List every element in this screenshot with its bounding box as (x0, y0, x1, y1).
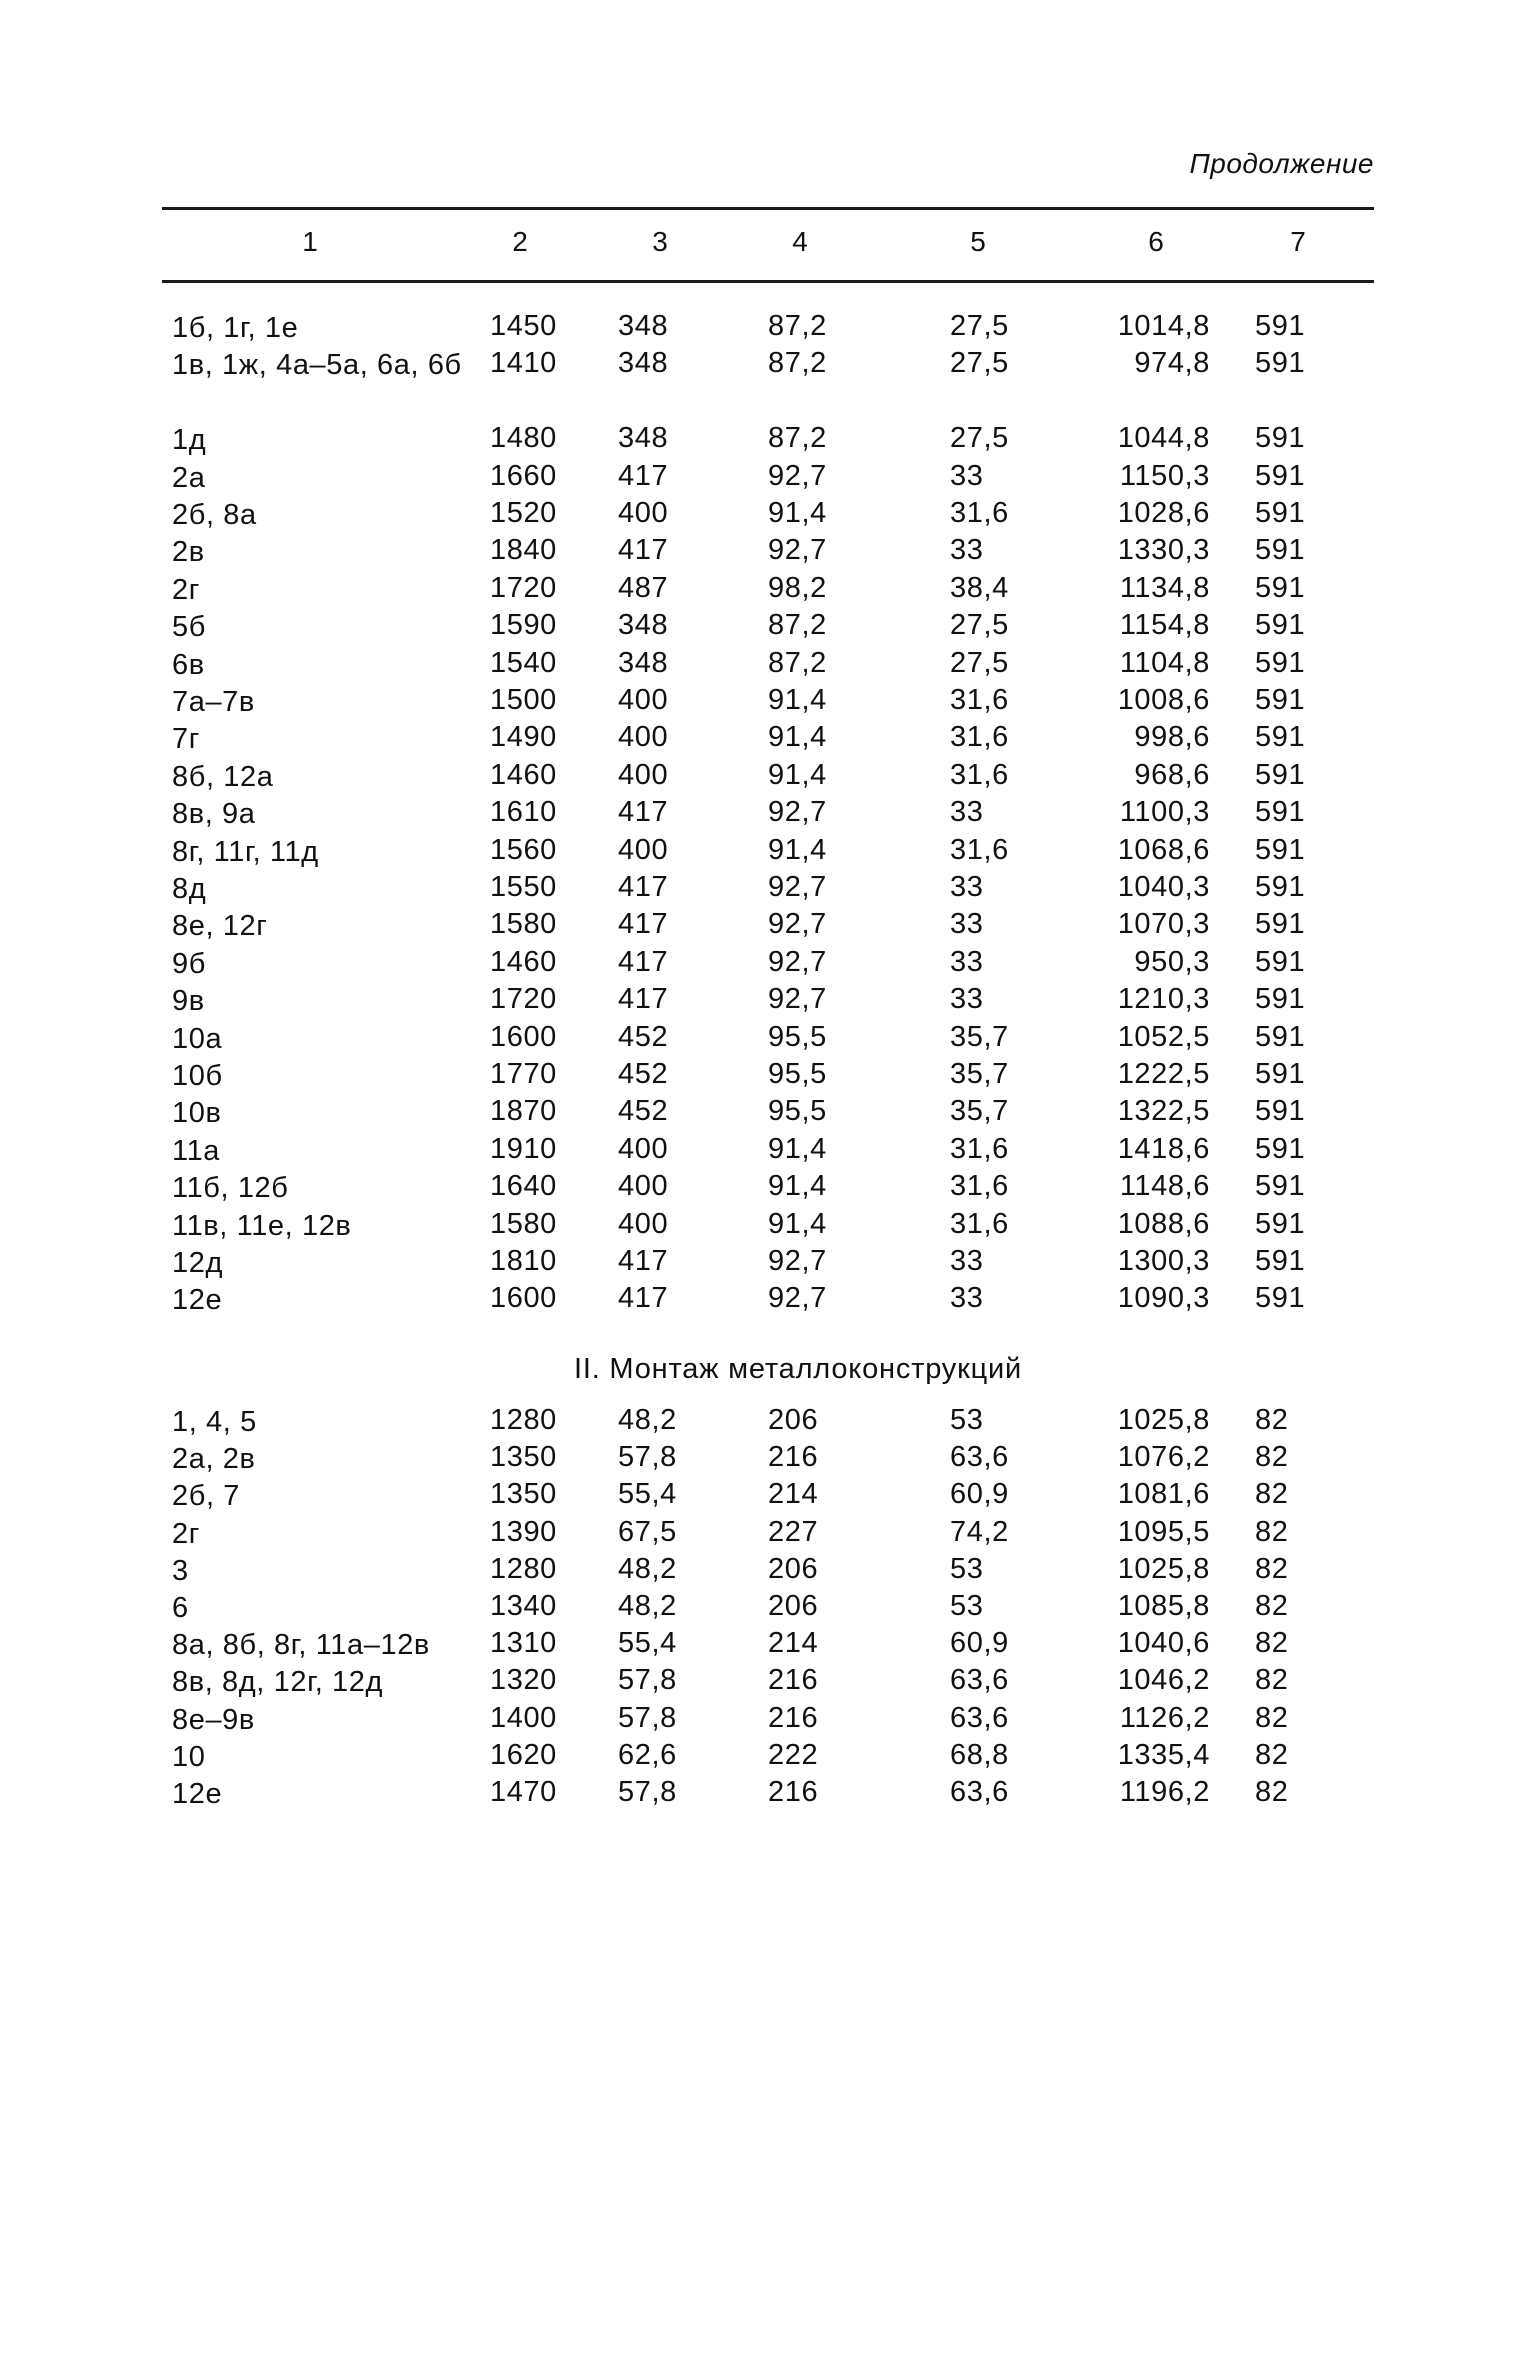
cell-col-7: 82 (1255, 1738, 1289, 1771)
cell-col-1: 2г (172, 1517, 200, 1550)
cell-col-7: 82 (1255, 1776, 1289, 1808)
cell-col-5: 33 (950, 1245, 984, 1277)
cell-col-3: 57,8 (618, 1776, 677, 1808)
cell-col-4: 87,2 (768, 646, 827, 679)
cell-col-5: 33 (950, 796, 984, 829)
cell-col-5: 33 (950, 983, 984, 1016)
cell-col-3: 417 (618, 1282, 669, 1315)
cell-col-2: 1600 (490, 1282, 557, 1315)
cell-col-2: 1810 (490, 1245, 557, 1277)
cell-col-4: 95,5 (768, 1020, 827, 1053)
cell-col-1: 1, 4, 5 (172, 1406, 257, 1438)
cell-col-7: 82 (1255, 1590, 1289, 1622)
cell-col-1: 12д (172, 1247, 223, 1279)
cell-col-7: 591 (1255, 1095, 1306, 1128)
cell-col-4: 92,7 (768, 1282, 827, 1315)
cell-col-6: 1014,8 (1117, 310, 1210, 342)
cell-col-7: 591 (1255, 534, 1306, 567)
cell-col-5: 31,6 (950, 684, 1009, 716)
cell-col-1: 5б (172, 611, 206, 644)
cell-col-4: 214 (768, 1478, 819, 1511)
table-header-rule (162, 280, 1374, 283)
cell-col-5: 33 (950, 459, 984, 492)
cell-col-5: 63,6 (950, 1441, 1009, 1474)
cell-col-3: 48,2 (618, 1552, 677, 1585)
cell-col-3: 348 (618, 422, 669, 455)
cell-col-5: 31,6 (950, 721, 1009, 754)
cell-col-4: 216 (768, 1664, 819, 1697)
cell-col-6: 1095,5 (1117, 1515, 1210, 1548)
cell-col-1: 3 (172, 1554, 189, 1587)
cell-col-5: 60,9 (950, 1627, 1009, 1660)
cell-col-4: 87,2 (768, 609, 827, 642)
cell-col-1: 2б, 8а (172, 499, 257, 531)
cell-col-3: 417 (618, 1245, 669, 1277)
cell-col-6: 968,6 (1134, 758, 1210, 791)
cell-col-4: 98,2 (768, 571, 827, 604)
cell-col-6: 1040,6 (1117, 1627, 1210, 1660)
cell-col-4: 92,7 (768, 908, 827, 941)
cell-col-7: 591 (1255, 758, 1306, 791)
cell-col-3: 62,6 (618, 1738, 677, 1771)
cell-col-2: 1410 (490, 347, 557, 380)
cell-col-4: 92,7 (768, 871, 827, 903)
section-2-title: II. Монтаж металлоконструкций (573, 1353, 1023, 1385)
cell-col-1: 2в (172, 536, 205, 569)
cell-col-5: 27,5 (950, 609, 1009, 642)
cell-col-4: 87,2 (768, 422, 827, 455)
cell-col-7: 591 (1255, 646, 1306, 679)
cell-col-3: 400 (618, 1132, 669, 1165)
cell-col-1: 9в (172, 985, 205, 1018)
cell-col-2: 1910 (490, 1132, 557, 1165)
cell-col-2: 1600 (490, 1020, 557, 1053)
cell-col-7: 591 (1255, 1132, 1306, 1165)
cell-col-5: 31,6 (950, 1207, 1009, 1240)
header-col-7: 7 (1290, 226, 1306, 257)
cell-col-6: 1104,8 (1119, 646, 1210, 679)
cell-col-7: 82 (1255, 1404, 1289, 1436)
cell-col-3: 48,2 (618, 1590, 677, 1622)
cell-col-5: 33 (950, 1282, 984, 1315)
cell-col-5: 63,6 (950, 1701, 1009, 1734)
cell-col-7: 591 (1255, 1207, 1306, 1240)
cell-col-4: 92,7 (768, 945, 827, 978)
cell-col-7: 591 (1255, 945, 1306, 978)
cell-col-6: 1028,6 (1117, 497, 1210, 529)
cell-col-2: 1340 (490, 1590, 557, 1622)
cell-col-1: 10а (172, 1022, 223, 1055)
cell-col-2: 1580 (490, 1207, 557, 1240)
cell-col-3: 452 (618, 1058, 669, 1090)
cell-col-1: 6 (172, 1592, 189, 1624)
cell-col-3: 348 (618, 646, 669, 679)
cell-col-6: 1008,6 (1117, 684, 1210, 716)
cell-col-6: 1330,3 (1117, 534, 1210, 567)
cell-col-6: 1150,3 (1119, 459, 1210, 492)
cell-col-6: 1222,5 (1117, 1058, 1210, 1090)
cell-col-4: 206 (768, 1552, 819, 1585)
cell-col-2: 1470 (490, 1776, 557, 1808)
cell-col-1: 11б, 12б (172, 1172, 289, 1205)
cell-col-3: 417 (618, 908, 669, 941)
cell-col-4: 214 (768, 1627, 819, 1660)
cell-col-5: 63,6 (950, 1776, 1009, 1808)
cell-col-4: 92,7 (768, 1245, 827, 1277)
cell-col-3: 48,2 (618, 1404, 677, 1436)
table-top-rule (162, 207, 1374, 210)
cell-col-5: 33 (950, 871, 984, 903)
cell-col-3: 57,8 (618, 1441, 677, 1474)
cell-col-2: 1490 (490, 721, 557, 754)
header-col-1: 1 (302, 226, 318, 257)
cell-col-1: 1д (172, 424, 207, 457)
cell-col-3: 417 (618, 459, 669, 492)
cell-col-2: 1450 (490, 310, 557, 342)
cell-col-4: 87,2 (768, 310, 827, 342)
cell-col-3: 67,5 (618, 1515, 677, 1548)
cell-col-6: 1025,8 (1117, 1552, 1210, 1585)
cell-col-7: 591 (1255, 908, 1306, 941)
cell-col-2: 1500 (490, 684, 557, 716)
cell-col-4: 87,2 (768, 347, 827, 380)
cell-col-3: 57,8 (618, 1701, 677, 1734)
cell-col-4: 95,5 (768, 1058, 827, 1090)
cell-col-7: 591 (1255, 1245, 1306, 1277)
cell-col-7: 82 (1255, 1515, 1289, 1548)
cell-col-1: 7г (172, 723, 200, 756)
cell-col-3: 400 (618, 684, 669, 716)
cell-col-2: 1280 (490, 1552, 557, 1585)
cell-col-2: 1870 (490, 1095, 557, 1128)
cell-col-4: 222 (768, 1738, 819, 1771)
cell-col-5: 33 (950, 945, 984, 978)
cell-col-1: 10б (172, 1060, 223, 1092)
cell-col-1: 1б, 1г, 1е (172, 312, 299, 344)
cell-col-2: 1840 (490, 534, 557, 567)
cell-col-5: 27,5 (950, 646, 1009, 679)
cell-col-4: 206 (768, 1404, 819, 1436)
cell-col-2: 1460 (490, 945, 557, 978)
cell-col-7: 82 (1255, 1701, 1289, 1734)
cell-col-3: 348 (618, 310, 669, 342)
cell-col-3: 417 (618, 871, 669, 903)
cell-col-2: 1310 (490, 1627, 557, 1660)
cell-col-2: 1460 (490, 758, 557, 791)
cell-col-2: 1480 (490, 422, 557, 455)
cell-col-4: 91,4 (768, 1170, 827, 1203)
cell-col-5: 35,7 (950, 1020, 1009, 1053)
cell-col-4: 91,4 (768, 497, 827, 529)
cell-col-2: 1590 (490, 609, 557, 642)
cell-col-6: 1100,3 (1119, 796, 1210, 829)
header-col-6: 6 (1148, 226, 1164, 257)
cell-col-1: 8е, 12г (172, 910, 268, 943)
cell-col-3: 452 (618, 1020, 669, 1053)
cell-col-5: 27,5 (950, 347, 1009, 380)
cell-col-2: 1350 (490, 1441, 557, 1474)
cell-col-4: 91,4 (768, 684, 827, 716)
cell-col-4: 92,7 (768, 459, 827, 492)
cell-col-3: 400 (618, 497, 669, 529)
cell-col-6: 1418,6 (1117, 1132, 1210, 1165)
cell-col-3: 417 (618, 534, 669, 567)
cell-col-4: 91,4 (768, 1132, 827, 1165)
cell-col-2: 1620 (490, 1738, 557, 1771)
header-col-5: 5 (970, 226, 986, 257)
cell-col-1: 2г (172, 573, 200, 606)
cell-col-5: 63,6 (950, 1664, 1009, 1697)
cell-col-5: 31,6 (950, 758, 1009, 791)
cell-col-7: 591 (1255, 684, 1306, 716)
cell-col-1: 9б (172, 947, 206, 980)
cell-col-2: 1720 (490, 571, 557, 604)
cell-col-7: 591 (1255, 459, 1306, 492)
cell-col-5: 68,8 (950, 1738, 1009, 1771)
cell-col-7: 591 (1255, 983, 1306, 1016)
cell-col-6: 1134,8 (1119, 571, 1210, 604)
cell-col-2: 1770 (490, 1058, 557, 1090)
cell-col-6: 1068,6 (1117, 833, 1210, 866)
cell-col-7: 591 (1255, 310, 1306, 342)
cell-col-3: 417 (618, 796, 669, 829)
cell-col-4: 216 (768, 1701, 819, 1734)
cell-col-7: 591 (1255, 1058, 1306, 1090)
cell-col-6: 1126,2 (1119, 1701, 1210, 1734)
cell-col-4: 91,4 (768, 758, 827, 791)
cell-col-2: 1720 (490, 983, 557, 1016)
header-col-4: 4 (792, 226, 808, 257)
cell-col-6: 1196,2 (1119, 1776, 1210, 1808)
cell-col-6: 1052,5 (1117, 1020, 1210, 1053)
cell-col-6: 1076,2 (1117, 1441, 1210, 1474)
cell-col-2: 1390 (490, 1515, 557, 1548)
cell-col-5: 27,5 (950, 310, 1009, 342)
cell-col-4: 95,5 (768, 1095, 827, 1128)
cell-col-5: 31,6 (950, 497, 1009, 529)
cell-col-2: 1610 (490, 796, 557, 829)
cell-col-3: 400 (618, 1170, 669, 1203)
cell-col-1: 8б, 12а (172, 760, 274, 793)
cell-col-6: 1046,2 (1117, 1664, 1210, 1697)
cell-col-3: 57,8 (618, 1664, 677, 1697)
cell-col-6: 1088,6 (1117, 1207, 1210, 1240)
cell-col-5: 60,9 (950, 1478, 1009, 1511)
cell-col-2: 1580 (490, 908, 557, 941)
cell-col-3: 348 (618, 609, 669, 642)
cell-col-6: 1335,4 (1117, 1738, 1210, 1771)
cell-col-7: 82 (1255, 1627, 1289, 1660)
cell-col-5: 27,5 (950, 422, 1009, 455)
cell-col-6: 1300,3 (1117, 1245, 1210, 1277)
cell-col-6: 1040,3 (1117, 871, 1210, 903)
cell-col-3: 417 (618, 983, 669, 1016)
cell-col-1: 10в (172, 1097, 222, 1130)
cell-col-1: 11в, 11е, 12в (172, 1209, 352, 1242)
cell-col-2: 1660 (490, 459, 557, 492)
cell-col-1: 8д (172, 873, 207, 905)
cell-col-7: 591 (1255, 1282, 1306, 1315)
cell-col-1: 2а (172, 461, 206, 494)
cell-col-4: 92,7 (768, 796, 827, 829)
cell-col-1: 2а, 2в (172, 1443, 256, 1476)
cell-col-3: 400 (618, 758, 669, 791)
cell-col-1: 12е (172, 1778, 223, 1810)
cell-col-7: 591 (1255, 1170, 1306, 1203)
cell-col-4: 206 (768, 1590, 819, 1622)
cell-col-4: 92,7 (768, 983, 827, 1016)
cell-col-5: 33 (950, 908, 984, 941)
cell-col-1: 8е–9в (172, 1703, 255, 1736)
cell-col-3: 417 (618, 945, 669, 978)
cell-col-3: 400 (618, 833, 669, 866)
cell-col-6: 1044,8 (1117, 422, 1210, 455)
cell-col-3: 55,4 (618, 1478, 677, 1511)
cell-col-4: 91,4 (768, 1207, 827, 1240)
cell-col-6: 1070,3 (1117, 908, 1210, 941)
cell-col-7: 591 (1255, 871, 1306, 903)
cell-col-1: 7а–7в (172, 686, 255, 718)
cell-col-1: 8в, 9а (172, 798, 256, 831)
cell-col-6: 1322,5 (1117, 1095, 1210, 1128)
cell-col-4: 91,4 (768, 833, 827, 866)
cell-col-5: 53 (950, 1404, 984, 1436)
cell-col-2: 1350 (490, 1478, 557, 1511)
cell-col-4: 216 (768, 1776, 819, 1808)
cell-col-1: 11а (172, 1134, 221, 1167)
cell-col-5: 35,7 (950, 1058, 1009, 1090)
cell-col-7: 82 (1255, 1552, 1289, 1585)
cell-col-7: 591 (1255, 422, 1306, 455)
cell-col-7: 82 (1255, 1441, 1289, 1474)
cell-col-5: 53 (950, 1552, 984, 1585)
cell-col-5: 53 (950, 1590, 984, 1622)
cell-col-2: 1280 (490, 1404, 557, 1436)
cell-col-5: 31,6 (950, 1132, 1009, 1165)
cell-col-1: 1в, 1ж, 4а–5а, 6а, 6б (172, 349, 462, 382)
cell-col-1: 12е (172, 1284, 223, 1317)
cell-col-7: 82 (1255, 1478, 1289, 1511)
cell-col-6: 1090,3 (1117, 1282, 1210, 1315)
cell-col-2: 1320 (490, 1664, 557, 1697)
cell-col-7: 591 (1255, 609, 1306, 642)
cell-col-2: 1550 (490, 871, 557, 903)
cell-col-5: 74,2 (950, 1515, 1009, 1548)
cell-col-7: 591 (1255, 1020, 1306, 1053)
cell-col-2: 1520 (490, 497, 557, 529)
cell-col-6: 1148,6 (1119, 1170, 1210, 1203)
cell-col-7: 591 (1255, 571, 1306, 604)
cell-col-4: 91,4 (768, 721, 827, 754)
cell-col-1: 8г, 11г, 11д (172, 835, 319, 868)
cell-col-6: 1081,6 (1117, 1478, 1210, 1511)
cell-col-7: 591 (1255, 347, 1306, 380)
cell-col-7: 82 (1255, 1664, 1289, 1697)
cell-col-2: 1560 (490, 833, 557, 866)
cell-col-5: 35,7 (950, 1095, 1009, 1128)
cell-col-6: 1025,8 (1117, 1404, 1210, 1436)
cell-col-7: 591 (1255, 721, 1306, 754)
cell-col-4: 216 (768, 1441, 819, 1474)
cell-col-3: 452 (618, 1095, 669, 1128)
table-header (162, 226, 1374, 262)
cell-col-6: 974,8 (1134, 347, 1210, 380)
cell-col-2: 1640 (490, 1170, 557, 1203)
cell-col-5: 38,4 (950, 571, 1009, 604)
cell-col-6: 1154,8 (1119, 609, 1210, 642)
cell-col-1: 10 (172, 1740, 206, 1773)
cell-col-3: 55,4 (618, 1627, 677, 1660)
cell-col-6: 1085,8 (1117, 1590, 1210, 1622)
cell-col-1: 2б, 7 (172, 1480, 240, 1513)
cell-col-5: 31,6 (950, 833, 1009, 866)
cell-col-1: 8в, 8д, 12г, 12д (172, 1666, 383, 1699)
header-col-3: 3 (652, 226, 668, 257)
cell-col-3: 400 (618, 721, 669, 754)
cell-col-6: 1210,3 (1117, 983, 1210, 1016)
cell-col-4: 227 (768, 1515, 819, 1548)
cell-col-3: 348 (618, 347, 669, 380)
cell-col-1: 8а, 8б, 8г, 11а–12в (172, 1629, 430, 1662)
cell-col-5: 33 (950, 534, 984, 567)
cell-col-7: 591 (1255, 833, 1306, 866)
cell-col-3: 487 (618, 571, 669, 604)
cell-col-6: 998,6 (1134, 721, 1210, 754)
cell-col-7: 591 (1255, 796, 1306, 829)
header-col-2: 2 (512, 226, 528, 257)
cell-col-3: 400 (618, 1207, 669, 1240)
cell-col-2: 1540 (490, 646, 557, 679)
cell-col-7: 591 (1255, 497, 1306, 529)
cell-col-1: 6в (172, 648, 205, 681)
cell-col-5: 31,6 (950, 1170, 1009, 1203)
cell-col-2: 1400 (490, 1701, 557, 1734)
cell-col-6: 950,3 (1134, 945, 1210, 978)
continuation-label: Продолжение (1189, 148, 1374, 179)
cell-col-4: 92,7 (768, 534, 827, 567)
